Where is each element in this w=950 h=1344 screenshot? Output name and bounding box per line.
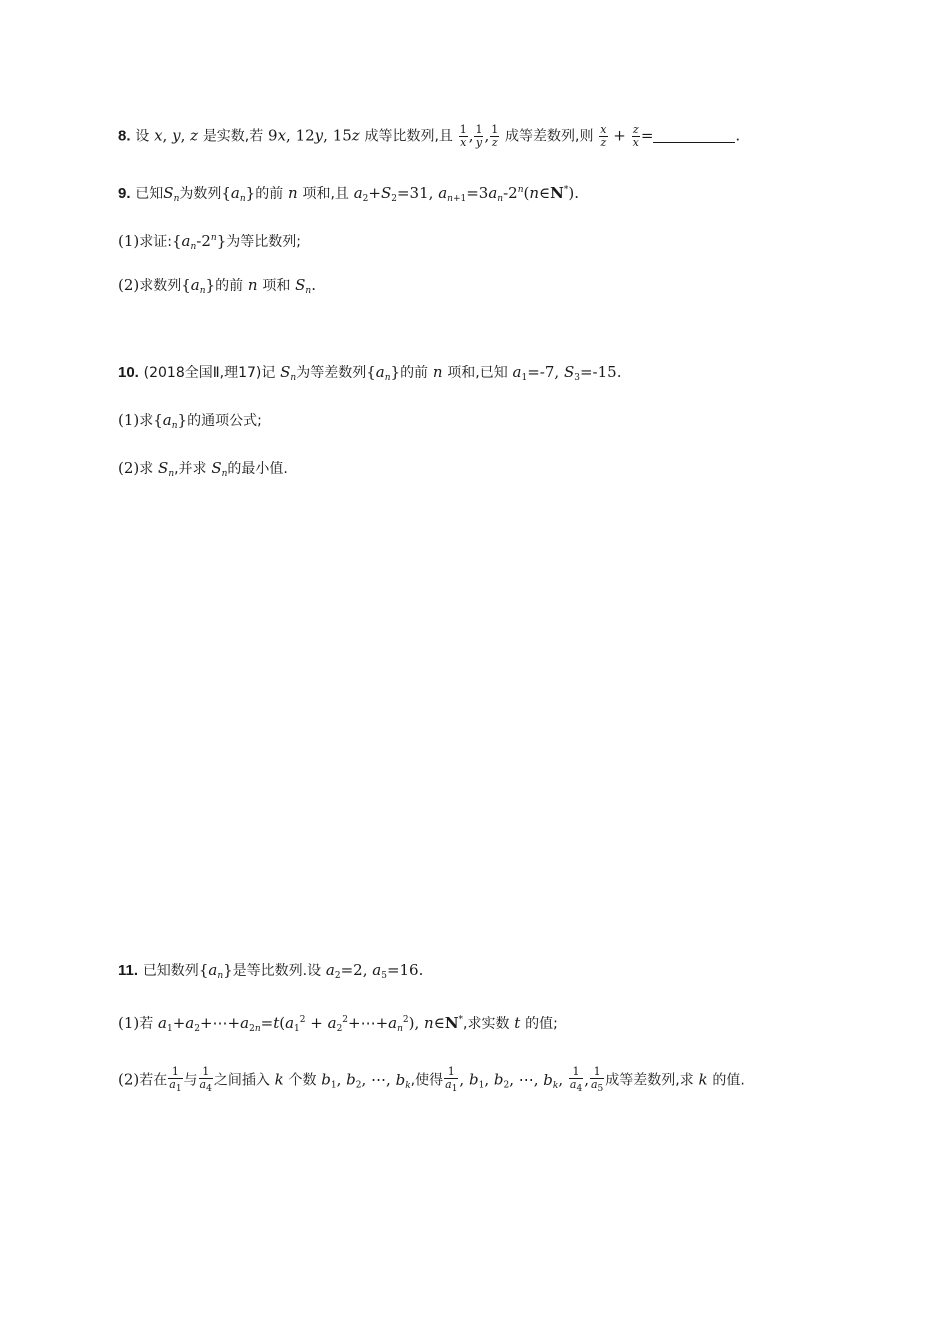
problem-10-part-1: (1)求$\{a_n\}$的通项公式;: [118, 411, 262, 431]
fraction: $\frac{1}{x}$: [459, 123, 467, 149]
problem-11-part-1: (1)若 $a_1+a_2+\cdots+a_{2n}=t(a_1^2$ + $a_2^2+\cdots+a_n^2$), n∈N*,求实数 t 的值;: [118, 1014, 558, 1034]
answer-blank[interactable]: [653, 130, 735, 143]
problem-8: 8. 设 x, y, z 是实数,若 9x, 12y, 15z 成等比数列,且 $\frac{1}{x}$ , $\frac{1}{y}$ , $\frac{1}{z}$ 成等差数列,则 $\frac{x}{z}$ + $\frac{z}{x}$ = .: [118, 123, 741, 149]
problem-source: (2018全国Ⅱ,理17): [143, 365, 262, 381]
problem-10-part-2: (2)求 $S_n$,并求 $S_n$的最小值.: [118, 459, 288, 479]
problem-11-part-2: (2)若在 $\frac{1}{a_1}$ 与 $\frac{1}{a_4}$ 之间插入 k 个数 $b_1$, $b_2$, ⋯, $b_k$,使得 $\frac{1}{a_1}$ , $b_1$, $b_2$, ⋯, $b_k$, $\frac{1}{a_4}$ , $\frac{1}{a_5}$ 成等差数列,求 k 的值.: [118, 1065, 745, 1094]
problem-9-part-1: (1)求证$:\{a_n-2^n\}$为等比数列;: [118, 232, 301, 252]
problem-10: 10. (2018全国Ⅱ,理17)记 $S_n$为等差数列$\{a_n\}$的前 n 项和,已知 $a_1=-7$, $S_3=-15$.: [118, 363, 622, 383]
problem-11: 11. 已知数列$\{a_n\}$是等比数列.设 $a_2=2$, $a_5=16$.: [118, 961, 424, 981]
problem-number: 8.: [118, 127, 131, 145]
problem-9-part-2: (2)求数列$\{a_n\}$的前 n 项和 $S_n$.: [118, 276, 316, 296]
problem-9: 9. 已知$S_n$为数列$\{a_n\}$的前 n 项和,且 $a_2+S_2=31$, $a_{n+1}=3a_n-2^n(n\in N^*)$.: [118, 184, 579, 204]
